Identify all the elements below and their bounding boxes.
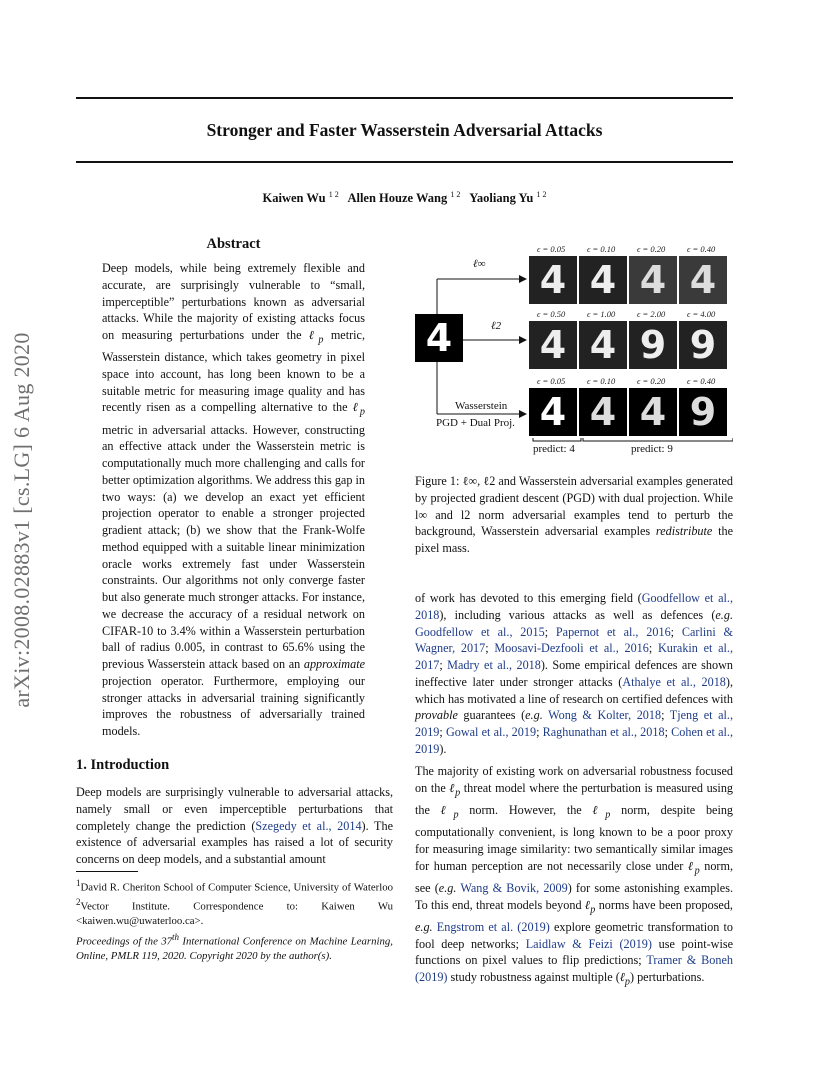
row-label-l2: ℓ2: [491, 320, 502, 332]
title-rule-top: [76, 97, 733, 99]
citation-link[interactable]: Wong & Kolter, 2018: [542, 708, 662, 723]
citation-link[interactable]: Engstrom et al. (2019): [432, 919, 550, 934]
figure-1-caption: Figure 1: ℓ∞, ℓ2 and Wasserstein adversarial examples generated by projected gradient descent (PGD) with dual projection. While l∞ and l2 norm adversarial examples tend to perturb the background, Wasserstein adversarial examples redistribute the pixel mass.: [415, 474, 734, 555]
row-label-linf: ℓ∞: [473, 258, 486, 270]
citation-link[interactable]: Goodfellow et al., 2015: [415, 624, 545, 639]
wasserstein-row: [529, 388, 727, 436]
citation-link[interactable]: Madry et al., 2018: [447, 658, 541, 672]
eps-label: ϵ = 0.05: [537, 244, 566, 254]
adversarial-image: 9: [629, 321, 677, 369]
citation-link[interactable]: Carlini & Wagner, 2017: [415, 624, 733, 656]
abstract-body: Deep models, while being extremely flexible and accurate, are surprisingly vulnerable to “small, imperceptible” perturbations known as adversarial attacks. While the majority of existing attacks focus on measuring perturbations under the ℓ$_p$ metric, Wasserstein distance, which takes geometry in pixel space into account, has long been known to be a suitable metric for measuring image quality and has recently risen as a compelling alternative to the ℓ$_p$ metric in adversarial attacks. However, constructing an effective attack under the Wasserstein metric is computationally much more challenging and calls for better optimization algorithms. We address this gap in two ways: (a) we develop an exact yet efficient projection operator to enable a stronger projected gradient attack; (b) we show that the Frank-Wolfe method equipped with a suitable linear minimization oracle works extremely fast under Wasserstein constraints. Our algorithms not only converge faster but also generate much stronger attacks. For instance, we decrease the accuracy of a residual network on CIFAR-10 to 3.4% within a Wasserstein perturbation ball of radius 0.005, in contrast to 65.6% using the previous Wasserstein attack based on an approximate projection operator. Furthermore, employing our stronger attacks in adversarial training significantly improves the robustness of adversarially trained models.: [102, 261, 366, 739]
adversarial-image: 4: [529, 256, 577, 304]
adversarial-image: 4: [579, 388, 627, 436]
l2-row: [529, 321, 727, 369]
adversarial-image: 4: [529, 321, 577, 369]
eps-label: ϵ = 1.00: [587, 309, 616, 319]
adversarial-image: 4: [579, 256, 627, 304]
author-name: Yaoliang Yu: [469, 191, 534, 206]
author-affiliation: 1 2: [450, 190, 461, 199]
author-affiliation: 1 2: [536, 190, 547, 199]
citation-link[interactable]: Laidlaw & Feizi (2019): [525, 936, 652, 951]
row-label-wasserstein: Wasserstein: [455, 400, 508, 412]
adversarial-image: 9: [679, 388, 727, 436]
adversarial-image: 4: [529, 388, 577, 436]
predict-9-label: predict: 9: [631, 443, 673, 455]
citation-link[interactable]: Athalye et al., 2018: [622, 674, 726, 689]
author-name: Kaiwen Wu: [262, 191, 326, 206]
predict-4-label: predict: 4: [533, 443, 575, 455]
eps-label: ϵ = 0.10: [587, 376, 616, 386]
intro-paragraph: Deep models are surprisingly vulnerable to adversarial attacks, namely small or even imperceptible perturbations that completely change the prediction (Szegedy et al., 2014). The existence of adversarial examples has raised a lot of security concerns on deep models, and a substantial amount: [76, 785, 393, 866]
eps-label: ϵ = 0.10: [587, 244, 616, 254]
adversarial-image: 9: [679, 321, 727, 369]
author-affiliation: 1 2: [328, 190, 339, 199]
citation-link[interactable]: Wang & Bovik, 2009: [456, 880, 568, 895]
row-label-pgd: PGD + Dual Proj.: [436, 417, 515, 429]
right-paragraph-2: The majority of existing work on adversarial robustness focused on the ℓ$_p$ threat model where the perturbation is measured using the ℓ$_p$ norm. However, the ℓ$_p$ norm, despite being computationally convenient, is long known to be a poor proxy for measuring image similarity: two semantically similar images for human perception are not necessarily close under ℓ$_p$ norm, see (e.g. Wang & Bovik, 2009) for some astonishing examples. To this end, threat models beyond ℓ$_p$ norms have been proposed, e.g. Engstrom et al. (2019) explore geometric transformation to fool deep networks; Laidlaw & Feizi (2019) use point-wise functions on pixel values to flip predictions; Tramer & Boneh (2019) study robustness against multiple (ℓ$_p$) perturbations.: [415, 764, 734, 988]
author-list: [76, 190, 733, 206]
footnote-affiliations: $^1$David R. Cheriton School of Computer Science, University of Waterloo $^2$Vector Institute. Correspondence to: Kaiwen Wu <kaiwen.wu@uwaterloo.ca>.: [76, 878, 393, 928]
section-heading-introduction: 1. Introduction: [76, 757, 170, 773]
citation-link[interactable]: Tjeng et al., 2019: [415, 708, 733, 739]
eps-label: ϵ = 0.40: [687, 244, 716, 254]
citation-link[interactable]: Tramer & Boneh (2019): [415, 953, 733, 984]
citation-link[interactable]: Papernot et al., 2016: [555, 624, 671, 639]
citation-link[interactable]: Gowal et al., 2019: [445, 725, 537, 739]
title-rule-bottom: [76, 161, 733, 163]
citation-link[interactable]: Goodfellow et al., 2018: [415, 591, 734, 622]
citation-link[interactable]: Kurakin et al., 2017: [415, 641, 733, 672]
adversarial-image: 4: [679, 256, 727, 304]
author-name: Allen Houze Wang: [347, 191, 448, 206]
eps-label: ϵ = 0.05: [537, 376, 566, 386]
footnote-rule: [76, 871, 138, 872]
eps-label: ϵ = 0.50: [537, 309, 566, 319]
paper-title: Stronger and Faster Wasserstein Adversarial Attacks: [206, 120, 603, 140]
eps-label: ϵ = 4.00: [687, 309, 716, 319]
citation-link[interactable]: Moosavi-Dezfooli et al., 2016: [494, 641, 649, 656]
eps-label: ϵ = 0.20: [637, 244, 666, 254]
citation-link[interactable]: Cohen et al., 2019: [415, 725, 734, 756]
eps-label: ϵ = 0.40: [687, 376, 716, 386]
eps-label: ϵ = 0.20: [637, 376, 666, 386]
adversarial-image: 4: [629, 256, 677, 304]
adversarial-image: 4: [579, 321, 627, 369]
adversarial-image: 4: [629, 388, 677, 436]
figure-1: [415, 242, 733, 460]
citation-link[interactable]: Raghunathan et al., 2018: [542, 725, 665, 739]
citation-link[interactable]: Szegedy et al., 2014: [255, 818, 362, 833]
arxiv-sidebar: [2, 288, 42, 752]
source-digit-image: 4: [415, 314, 463, 362]
arxiv-identifier: arXiv:2008.02883v1 [cs.LG] 6 Aug 2020: [9, 332, 34, 708]
linf-row: [529, 256, 727, 304]
abstract-heading: Abstract: [206, 236, 261, 252]
eps-label: ϵ = 2.00: [637, 309, 666, 319]
right-paragraph-1: of work has devoted to this emerging field (Goodfellow et al., 2018), including various attacks as well as defences (e.g. Goodfellow et al., 2015; Papernot et al., 2016; Carlini & Wagner, 2017; Moosavi-Dezfooli et al., 2016; Kurakin et al., 2017; Madry et al., 2018). Some empirical defences are shown ineffective later under stronger attacks (Athalye et al., 2018), which has motivated a line of research on certified defences with provable guarantees (e.g. Wong & Kolter, 2018; Tjeng et al., 2019; Gowal et al., 2019; Raghunathan et al., 2018; Cohen et al., 2019).: [415, 591, 734, 756]
footnote-proceedings: Proceedings of the 37th International Conference on Machine Learning, Online, PMLR 119, 2020. Copyright 2020 by the author(s).: [76, 932, 393, 963]
